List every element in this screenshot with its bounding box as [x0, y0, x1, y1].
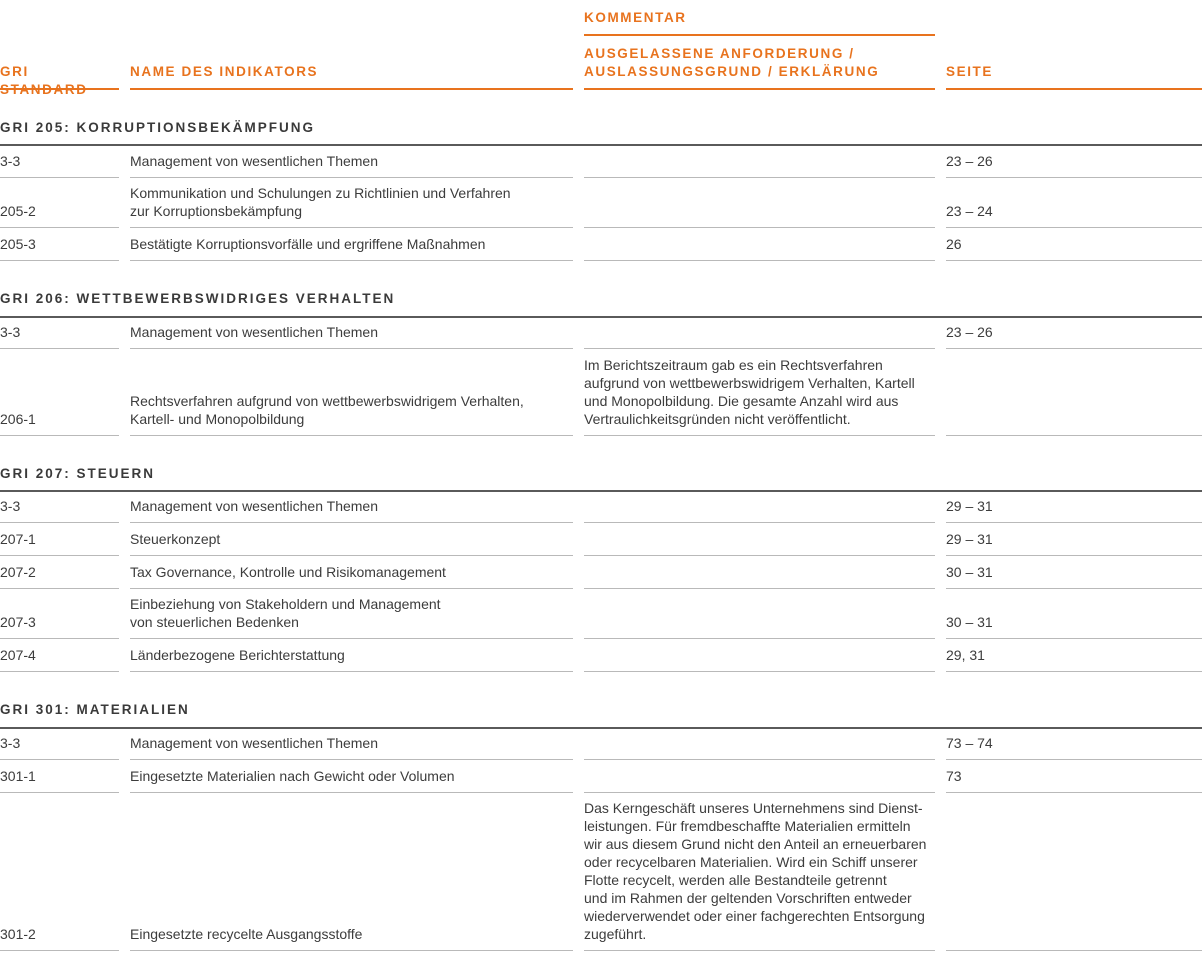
row-page: 29, 31: [946, 647, 985, 663]
row-comment: Das Kerngeschäft unseres Unternehmens sind Dienst- leistungen. Für fremdbeschaffte Materialien ermitteln wir aus diesem Grund nicht den Anteil an erneuerbaren oder recycelbaren Materialien. Wird ein Schiff unserer Flotte recycelt, werden alle Bestandteile getrennt und im Rahmen der geltenden Vorschriften entweder wiederverwendet oder einer fachgerechten Entsorgung zugeführt.: [584, 800, 927, 942]
section-title: GRI 206: WETTBEWERBSWIDRIGES VERHALTEN: [0, 291, 396, 306]
row-divider: [0, 950, 119, 951]
row-page: 23 – 24: [946, 203, 993, 219]
row-code: 205-3: [0, 236, 36, 252]
row-divider: [946, 671, 1202, 672]
row-divider: [584, 950, 935, 951]
row-page: 26: [946, 236, 962, 252]
row-name: Steuerkonzept: [130, 531, 221, 547]
row-divider: [130, 435, 573, 436]
row-divider: [946, 950, 1202, 951]
row-name: Bestätigte Korruptionsvorfälle und ergriffene Maßnahmen: [130, 236, 486, 252]
table-row: [0, 491, 1202, 523]
table-row: [0, 178, 1202, 228]
table-row: [0, 317, 1202, 349]
row-divider: [584, 435, 935, 436]
header-gri-standard: GRI: [0, 64, 29, 79]
row-code: 3-3: [0, 324, 21, 340]
row-name: Eingesetzte recycelte Ausgangsstoffe: [130, 926, 363, 942]
row-page: 73 – 74: [946, 735, 993, 751]
row-page: 73: [946, 768, 962, 784]
table-row: [0, 556, 1202, 589]
row-name: Eingesetzte Materialien nach Gewicht oder Volumen: [130, 768, 455, 784]
row-divider: [946, 435, 1202, 436]
header-underline-seite: [946, 88, 1202, 90]
header-kommentar: KOMMENTAR: [584, 10, 687, 25]
table-row: [0, 639, 1202, 672]
row-code: 207-3: [0, 614, 36, 630]
header-ausgelassene-line1: AUSGELASSENE ANFORDERUNG /: [584, 46, 855, 61]
row-comment: Im Berichtszeitraum gab es ein Rechtsverfahren aufgrund von wettbewerbswidrigem Verhalten, Kartell und Monopolbildung. Die gesamte Anzahl wird aus Vertraulichkeitsgründen nicht veröffentlicht.: [584, 357, 915, 427]
section-title: GRI 205: KORRUPTIONSBEKÄMPFUNG: [0, 120, 316, 135]
header-underline-ausgelassene: [584, 88, 935, 90]
row-page: 23 – 26: [946, 324, 993, 340]
row-divider: [584, 671, 935, 672]
section-title: GRI 207: STEUERN: [0, 466, 156, 481]
row-code: 3-3: [0, 153, 21, 169]
row-name: Tax Governance, Kontrolle und Risikomanagement: [130, 564, 446, 580]
header-ausgelassene-line2: AUSLASSUNGSGRUND / ERKLÄRUNG: [584, 64, 880, 79]
header-seite: SEITE: [946, 64, 994, 79]
row-divider: [584, 260, 935, 261]
row-divider: [130, 260, 573, 261]
row-code: 205-2: [0, 203, 36, 219]
row-code: 3-3: [0, 498, 21, 514]
row-page: 29 – 31: [946, 531, 993, 547]
table-row: [0, 728, 1202, 760]
table-row: [0, 349, 1202, 436]
row-name: Management von wesentlichen Themen: [130, 498, 379, 514]
row-page: 30 – 31: [946, 564, 993, 580]
table-row: [0, 145, 1202, 178]
header-underline-name: [130, 88, 573, 90]
row-code: 207-1: [0, 531, 36, 547]
row-name: Einbeziehung von Stakeholdern und Management von steuerlichen Bedenken: [130, 596, 441, 630]
row-code: 301-1: [0, 768, 36, 784]
row-divider: [0, 435, 119, 436]
kommentar-underline: [584, 34, 935, 36]
row-code: 206-1: [0, 411, 36, 427]
row-name: Länderbezogene Berichterstattung: [130, 647, 345, 663]
row-code: 207-2: [0, 564, 36, 580]
row-name: Management von wesentlichen Themen: [130, 153, 379, 169]
row-name: Rechtsverfahren aufgrund von wettbewerbswidrigem Verhalten, Kartell- und Monopolbildung: [130, 393, 524, 427]
table-row: [0, 228, 1202, 261]
table-row: [0, 760, 1202, 793]
table-row: [0, 793, 1202, 951]
row-code: 3-3: [0, 735, 21, 751]
row-divider: [130, 950, 573, 951]
table-row: [0, 589, 1202, 639]
row-page: 29 – 31: [946, 498, 993, 514]
row-page: 30 – 31: [946, 614, 993, 630]
row-name: Management von wesentlichen Themen: [130, 735, 379, 751]
table-row: [0, 523, 1202, 556]
header-name-des-indikators: NAME DES INDIKATORS: [130, 64, 319, 79]
section-title: GRI 301: MATERIALIEN: [0, 702, 190, 717]
row-code: 301-2: [0, 926, 36, 942]
row-divider: [0, 671, 119, 672]
row-divider: [130, 671, 573, 672]
row-page: 23 – 26: [946, 153, 993, 169]
row-divider: [946, 260, 1202, 261]
row-code: 207-4: [0, 647, 36, 663]
header-underline-gri-standard: [0, 88, 119, 90]
row-name: Management von wesentlichen Themen: [130, 324, 379, 340]
row-divider: [0, 260, 119, 261]
row-name: Kommunikation und Schulungen zu Richtlinien und Verfahren zur Korruptionsbekämpfung: [130, 185, 511, 219]
